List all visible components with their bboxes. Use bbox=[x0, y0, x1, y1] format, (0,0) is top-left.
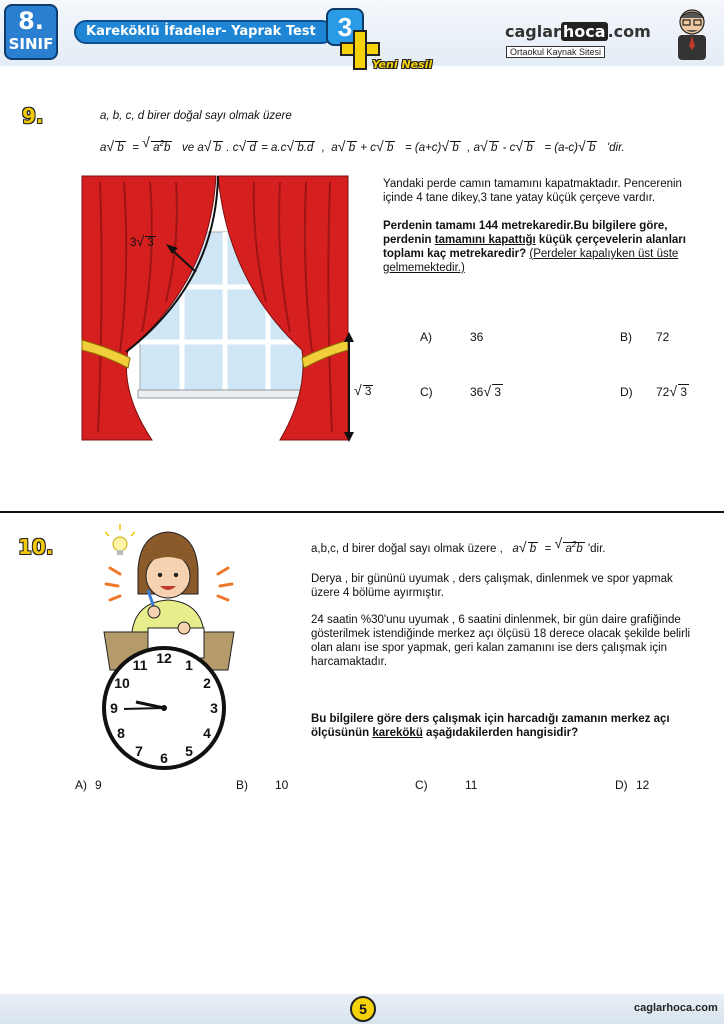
grade-number: 8. bbox=[18, 7, 44, 35]
q9-question: Perdenin tamamı 144 metrekaredir.Bu bilgilere göre, perdenin tamamını kapattığı küçük çerçevelerin alanları toplamı kaç metrekaredir? (Perdeler kapalıyken üst üste gelmemektedir.) bbox=[383, 220, 686, 274]
clock-number-6: 6 bbox=[160, 750, 168, 766]
q10-intro: a,b,c, d birer doğal sayı olmak üzere , a√ b = √ $a^2b$ 'dir. bbox=[311, 538, 606, 556]
curtain-height-label: √ 3 bbox=[354, 385, 373, 399]
clock-number-10: 10 bbox=[114, 675, 130, 691]
q9-option-d-label[interactable]: D) bbox=[620, 385, 633, 399]
q9-intro: a, b, c, d birer doğal sayı olmak üzere bbox=[100, 110, 292, 122]
grade-word: SINIF bbox=[8, 35, 54, 53]
clock-number-11: 11 bbox=[132, 657, 148, 673]
q10-option-a-value[interactable]: 9 bbox=[95, 778, 102, 792]
site-subtitle: Ortaokul Kaynak Sitesi bbox=[506, 46, 605, 58]
page-number: 5 bbox=[350, 996, 376, 1022]
q10-paragraph-2: 24 saatin %30'unu uyumak , 6 saatini dinlenmek, bir gün daire grafiğinde gösterilmek istendiğinde merkez açı ölçüsü 18 derece olacak şekilde belirli olan alanı ise spor yapmak, geri kalan zamanını ise ders çalışmak için harcamaktadır. bbox=[311, 614, 691, 668]
q10-paragraph-1: Derya , bir gününü uyumak , ders çalışmak, dinlenmek ve spor yapmak üzere 4 bölüme ayırmıştır. bbox=[311, 573, 673, 599]
clock-number-1: 1 bbox=[185, 657, 193, 673]
test-title: Kareköklü İfadeler- Yaprak Test bbox=[74, 20, 334, 44]
q10-question: Bu bilgilere göre ders çalışmak için harcadığı zamanın merkez açı ölçüsünün karekökü aşağıdakilerden hangisidir? bbox=[311, 713, 670, 739]
q9-option-c-value[interactable]: 36√ 3 bbox=[470, 385, 503, 399]
question-divider bbox=[0, 511, 724, 513]
q10-option-c-label[interactable]: C) bbox=[415, 778, 428, 792]
q9-root-rules: a√ b = √ $a^2b$ ve a√ b . c√ d = a.c√ b.d , a√ b + c√ b = (a+c)√ b , a√ b - c√ b = (a-c)√ b 'dir. bbox=[100, 137, 625, 155]
site-logo: caglar hoca .com bbox=[505, 22, 651, 41]
q10-option-c-value[interactable]: 11 bbox=[465, 778, 478, 792]
q9-description: Yandaki perde camın tamamını kapatmaktadır. Pencerenin içinde 4 tane dikey,3 tane yatay küçük çerçeve vardır. bbox=[383, 178, 682, 204]
clock-number-7: 7 bbox=[135, 743, 143, 759]
q9-option-b-label[interactable]: B) bbox=[620, 330, 632, 344]
clock-number-8: 8 bbox=[117, 725, 125, 741]
q10-option-b-label[interactable]: B) bbox=[236, 778, 248, 792]
q9-option-a-label[interactable]: A) bbox=[420, 330, 432, 344]
clock-number-9: 9 bbox=[110, 700, 118, 716]
clock-number-4: 4 bbox=[203, 725, 211, 741]
q9-option-d-value[interactable]: 72√ 3 bbox=[656, 385, 689, 399]
q10-option-a-label[interactable]: A) bbox=[75, 778, 87, 792]
q10-option-b-value[interactable]: 10 bbox=[275, 778, 289, 792]
curtain-window-figure bbox=[80, 172, 370, 444]
q9-option-a-value[interactable]: 36 bbox=[470, 330, 484, 344]
q10-option-d-value[interactable]: 12 bbox=[636, 778, 650, 792]
grade-badge bbox=[4, 4, 58, 60]
question-10-number: 10. bbox=[18, 535, 54, 559]
page-header bbox=[0, 0, 724, 71]
yeni-nesil-badge: Yeni Nesil bbox=[372, 58, 433, 71]
teacher-avatar-icon bbox=[666, 4, 718, 62]
page-footer bbox=[0, 994, 724, 1024]
clock-number-3: 3 bbox=[210, 700, 218, 716]
q9-option-c-label[interactable]: C) bbox=[420, 385, 433, 399]
clock-number-12: 12 bbox=[156, 650, 172, 666]
question-9-number: 9. bbox=[22, 104, 44, 128]
q9-option-b-value[interactable]: 72 bbox=[656, 330, 670, 344]
curtain-edge-label: 3√ 3 bbox=[130, 236, 156, 250]
girl-studying-clock-figure bbox=[96, 520, 242, 770]
clock-number-2: 2 bbox=[203, 675, 211, 691]
footer-site: caglarhoca.com bbox=[634, 1002, 718, 1014]
test-number-badge: 3 bbox=[326, 8, 364, 46]
q10-option-d-label[interactable]: D) bbox=[615, 778, 628, 792]
clock-number-5: 5 bbox=[185, 743, 193, 759]
